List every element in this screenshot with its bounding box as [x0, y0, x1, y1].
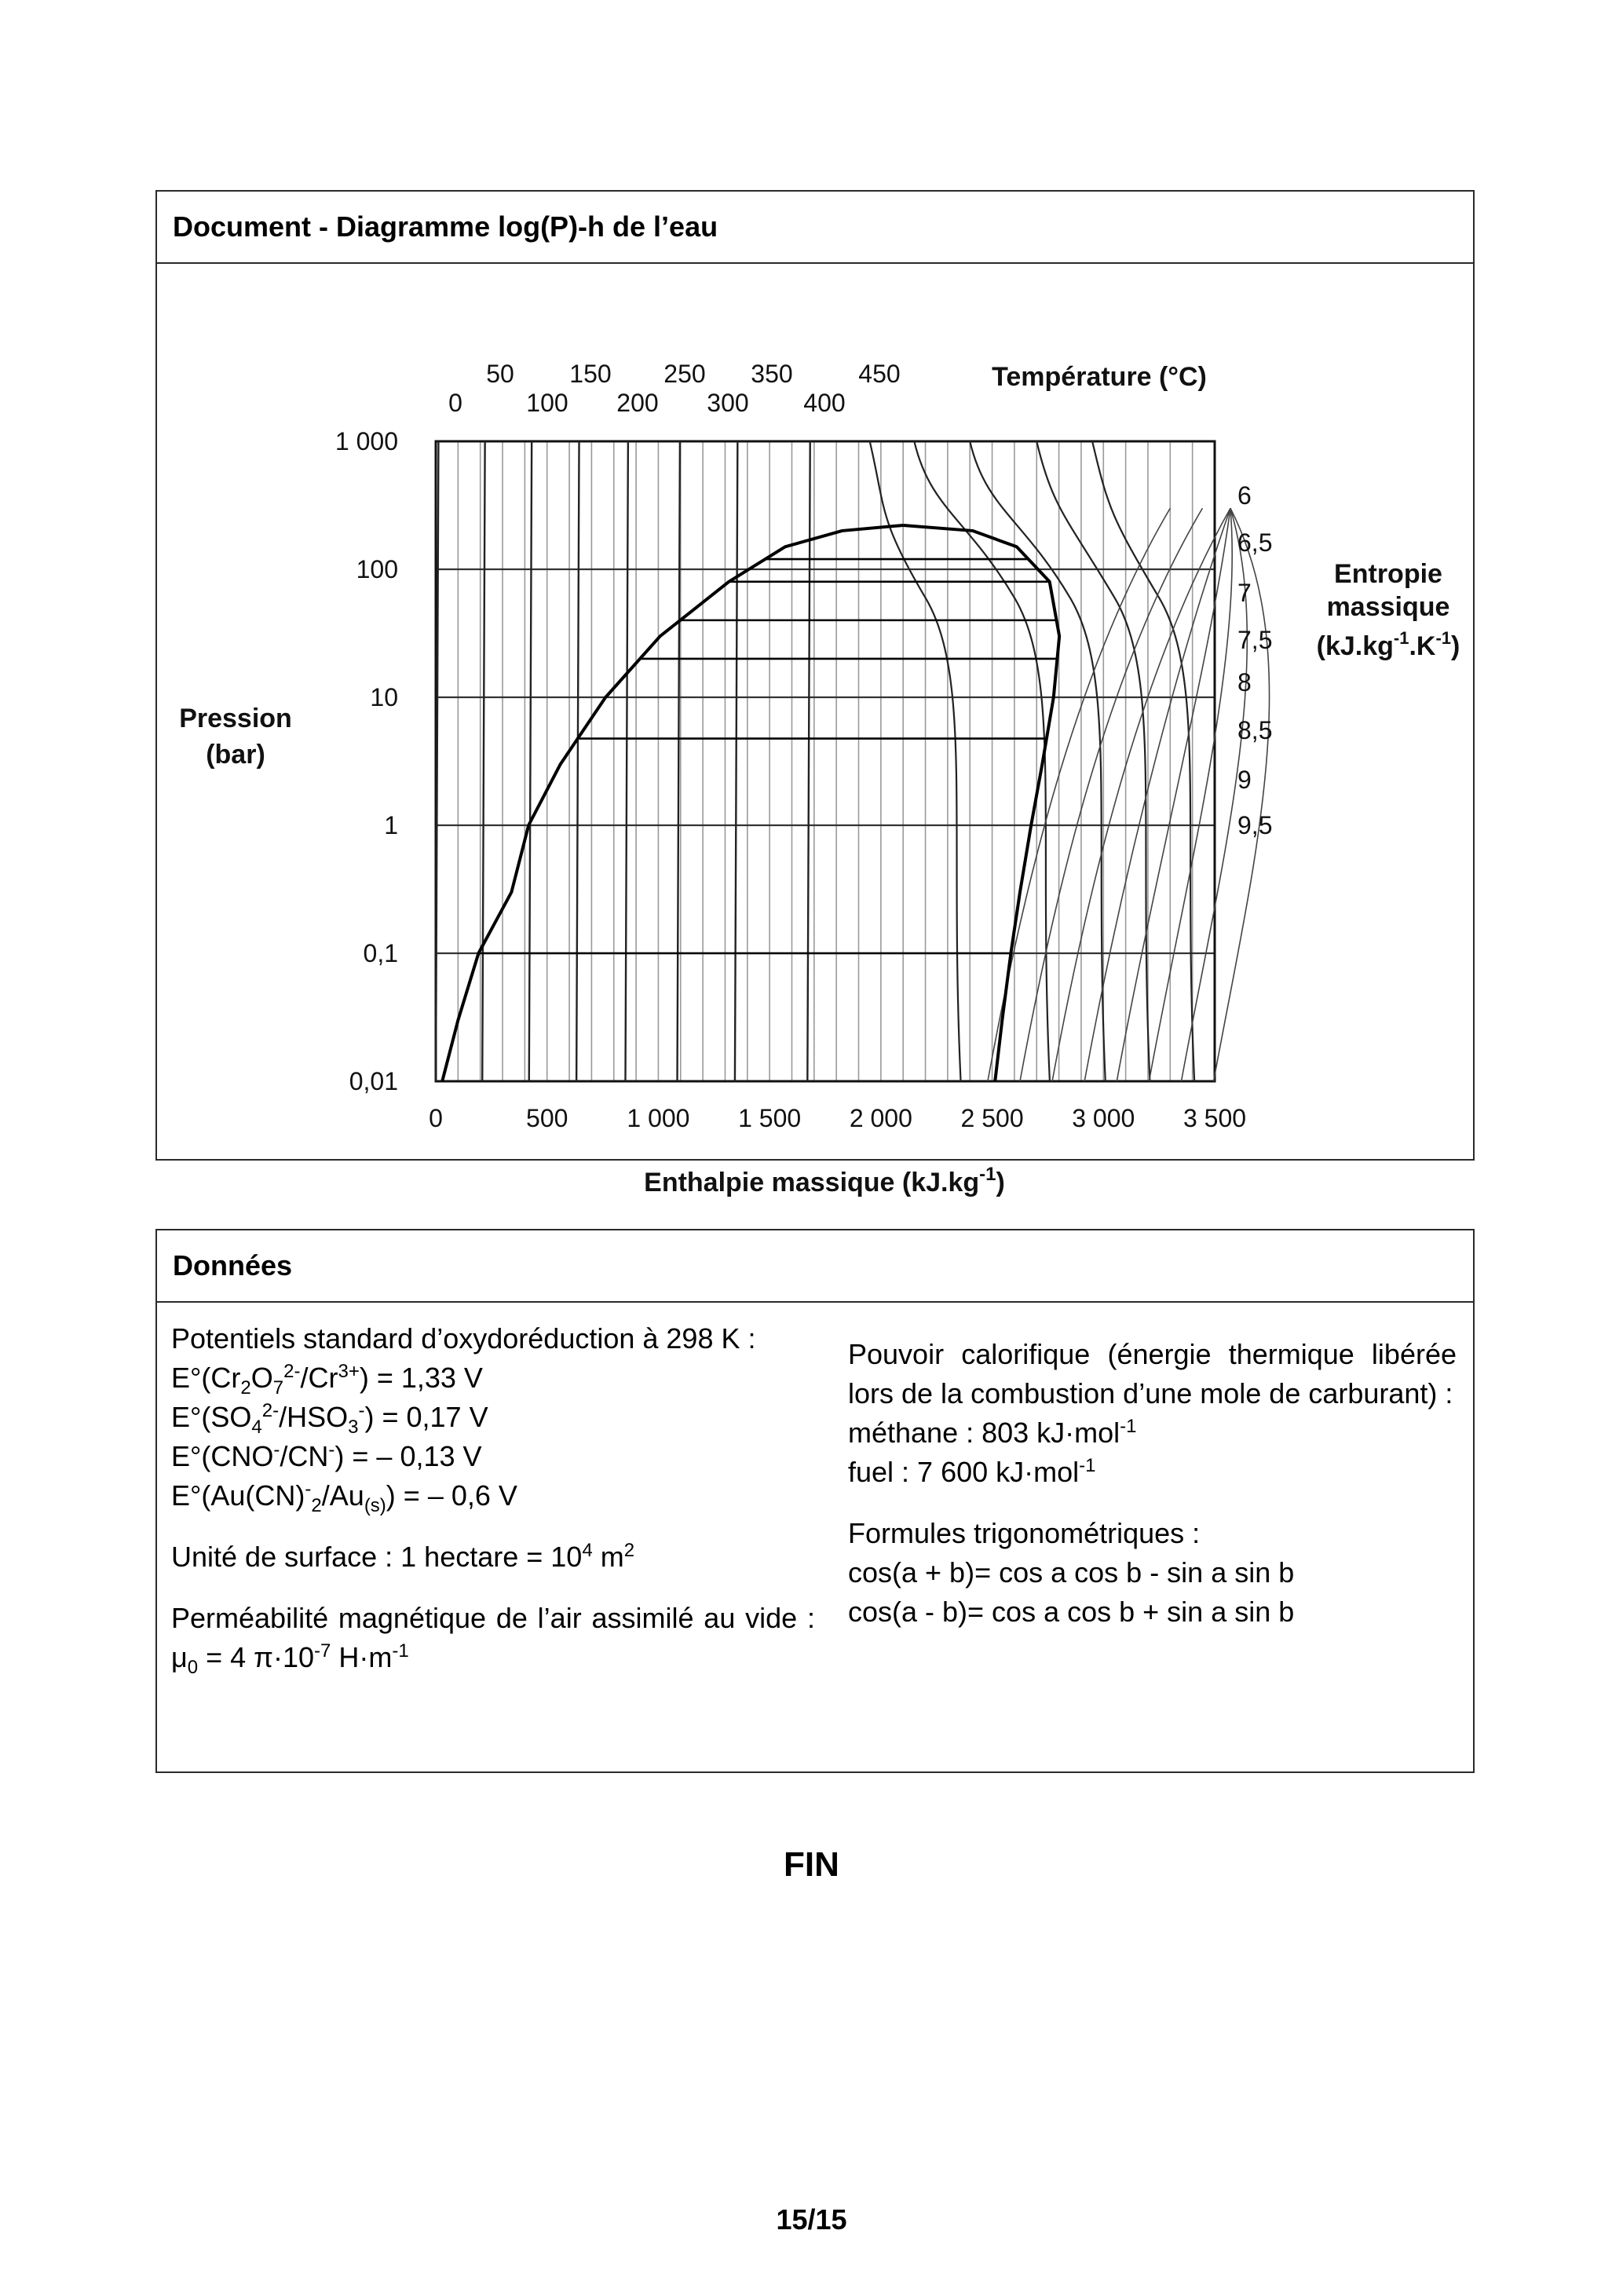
temperature-title: Température (°C) — [992, 362, 1207, 392]
magnetic-permeability: Perméabilité magnétique de l’air assimilé au vide : $\mu_0 = 4$ $\pi\cdot 10^{-7}$ $H\cdot m^{-1}$ — [171, 1602, 815, 1679]
temp-label-upper-4: 450 — [858, 360, 901, 388]
isentrope-4 — [1117, 508, 1230, 1081]
temp-label-lower-2: 200 — [616, 389, 659, 417]
y-tick-label-5: 1 000 — [334, 427, 398, 455]
x-tick-label-7: 3 500 — [1183, 1104, 1247, 1132]
x-axis-label: Enthalpie massique $(kJ.kg^{-1})$ — [644, 1164, 1005, 1197]
isotherm-liquid-2 — [529, 441, 532, 1081]
isotherm-vapor-3 — [1036, 441, 1150, 1081]
saturated-liquid-curve — [442, 525, 903, 1081]
y-tick-label-1: 0,1 — [363, 939, 398, 967]
x-tick-label-1: 500 — [526, 1104, 568, 1132]
isotherm-liquid-6 — [735, 441, 737, 1081]
entropy-label-1: 6,5 — [1237, 528, 1273, 557]
y-tick-label-4: 100 — [356, 555, 398, 583]
entropy-label-0: 6 — [1237, 481, 1252, 510]
isotherm-vapor-4 — [1092, 441, 1194, 1081]
entropy-title-line-1: massique — [1326, 592, 1450, 622]
y-tick-label-3: 10 — [370, 683, 398, 711]
document-title: Document - Diagramme log(P)-h de l’eau — [157, 192, 1473, 264]
calorific-power: Pouvoir calorifique (énergie thermique libérée lors de la combustion d’une mole de carburant) : — [848, 1338, 1457, 1409]
entropy-unit: $(kJ.kg^{-1}.K^{-1})$ — [1316, 628, 1460, 661]
isentrope-2 — [1052, 508, 1230, 1081]
x-tick-label-0: 0 — [429, 1104, 443, 1132]
y-tick-label-2: 1 — [384, 811, 398, 839]
donnees-left-column — [171, 1319, 815, 1677]
temp-label-upper-0: 50 — [486, 360, 514, 388]
isotherm-liquid-5 — [678, 441, 680, 1081]
x-tick-label-3: 1 500 — [738, 1104, 802, 1132]
trig-formula-diff: cos(a - b)= cos a cos b + sin a sin b — [848, 1596, 1295, 1628]
x-tick-label-2: 1 000 — [627, 1104, 690, 1132]
trig-formula-sum: cos(a + b)= cos a cos b - sin a sin b — [848, 1556, 1295, 1589]
x-tick-label-6: 3 000 — [1072, 1104, 1135, 1132]
trig-title: Formules trigonométriques : — [848, 1517, 1201, 1549]
potential-so4: $E^\circ(SO_4^{2-}/HSO_3^-) = 0,17$ V — [171, 1400, 488, 1439]
entropy-label-5: 8,5 — [1237, 716, 1273, 744]
temp-label-lower-3: 300 — [707, 389, 749, 417]
y-axis-label-line-0: Pression — [179, 704, 292, 733]
entropy-label-7: 9,5 — [1237, 811, 1273, 839]
donnees-right-column — [848, 1335, 1457, 1632]
potential-cr2o7: $E^\circ(Cr_2O_7^{2-}/Cr^{3+}) = 1,33$ V — [171, 1361, 483, 1399]
isotherm-vapor-1 — [914, 441, 1050, 1081]
potential-aucn2: $E^\circ(Au(CN)^-_2/Au_{(s)})$ = – 0,6 V — [171, 1479, 517, 1517]
temp-label-upper-1: 150 — [569, 360, 612, 388]
methane-value: méthane : 803 kJ·mol$^{-1}$ — [848, 1416, 1137, 1449]
isotherm-liquid-1 — [482, 441, 484, 1081]
entropy-title-line-0: Entropie — [1334, 559, 1442, 589]
surface-unit: Unité de surface : 1 hectare = $10^4$ $m^2$ — [171, 1540, 635, 1573]
potential-cno: E°(CNO-/CN-) = – 0,13 V — [171, 1439, 482, 1472]
isotherm-liquid-4 — [625, 441, 627, 1081]
x-tick-label-5: 2 500 — [960, 1104, 1024, 1132]
y-axis-label-line-1: (bar) — [206, 740, 265, 770]
end-marker: FIN — [784, 1845, 839, 1884]
entropy-label-4: 8 — [1237, 668, 1252, 696]
fuel-value: fuel : 7 600 kJ·mol$^{-1}$ — [848, 1455, 1096, 1488]
entropy-label-2: 7 — [1237, 579, 1252, 607]
y-tick-label-0: 0,01 — [349, 1067, 398, 1095]
document-panel — [155, 190, 1475, 1197]
entropy-label-6: 9 — [1237, 766, 1252, 794]
donnees-title: Données — [157, 1230, 1473, 1303]
plot-frame — [436, 441, 1215, 1081]
temp-label-lower-0: 0 — [448, 389, 462, 417]
temp-label-lower-4: 400 — [803, 389, 846, 417]
isotherm-liquid-7 — [807, 441, 810, 1081]
isentrope-0 — [988, 508, 1170, 1081]
x-tick-label-4: 2 000 — [849, 1104, 912, 1132]
page-number: 15/15 — [776, 2203, 847, 2236]
temp-label-lower-1: 100 — [526, 389, 568, 417]
temp-label-upper-3: 350 — [751, 360, 793, 388]
potentials-intro: Potentiels standard d’oxydoréduction à 298 K : — [171, 1322, 756, 1355]
entropy-label-3: 7,5 — [1237, 626, 1273, 654]
isotherm-liquid-3 — [576, 441, 579, 1081]
temp-label-upper-2: 250 — [663, 360, 706, 388]
logp-h-diagram — [157, 264, 1473, 1197]
